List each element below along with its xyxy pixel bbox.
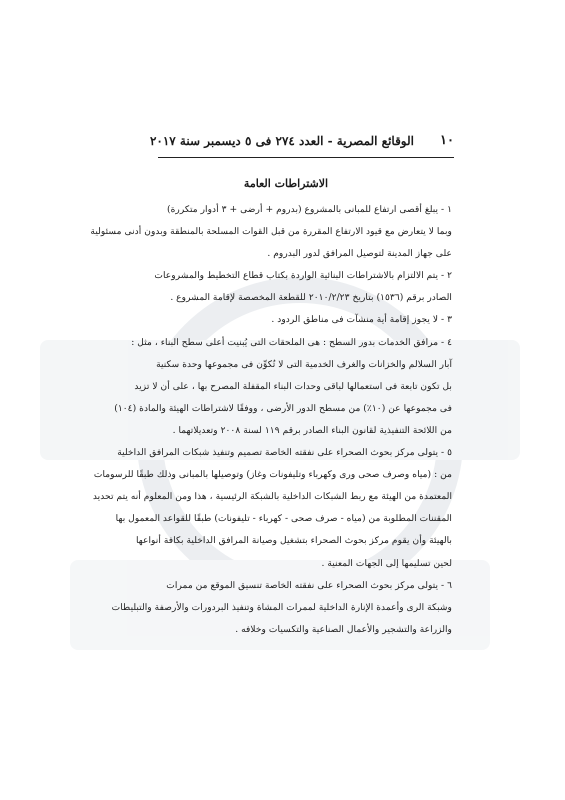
- section-title: الاشتراطات العامة: [243, 177, 329, 190]
- clause-line: ٤ - مرافق الخدمات بدور السطح : هى الملحقات التى يُبنيت أعلى سطح البناء ، مثل :: [131, 336, 452, 348]
- clause-line: الصادر برقم (١٥٣٦) بتاريخ ٢٠١٠/٢/٢٣ للقطعة المخصصة لإقامة المشروع .: [170, 292, 452, 304]
- clause-6: [111, 575, 452, 641]
- page-header: [149, 133, 454, 155]
- clause-line: فى مجموعها عن (١٠٪) من مسطح الدور الأرضى ، ووفقًا لاشتراطات الهيئة والمادة (١٠٤): [114, 402, 452, 414]
- clause-line: ٦ - يتولى مركز بحوث الصحراء على نفقته الخاصة تنسيق الموقع من ممرات: [166, 579, 452, 591]
- clause-line: لحين تسليمها إلى الجهات المعنية .: [321, 557, 452, 569]
- clause-line: وبما لا يتعارض مع قيود الارتفاع المقررة من قبل القوات المسلحة بالمنطقة وبدون أدنى مسئولية: [90, 226, 452, 238]
- clause-line: ١ - يبلغ أقصى ارتفاع للمبانى بالمشروع (بدروم + أرضى + ٣ أدوار متكررة): [167, 204, 452, 215]
- clause-line: ٢ - يتم الالتزام بالاشتراطات البنائية الواردة بكتاب قطاع التخطيط والمشروعات: [154, 270, 452, 282]
- clause-line: ٣ - لا يجوز إقامة أية منشآت فى مناطق الردود .: [271, 314, 452, 326]
- clause-line: المعتمدة من الهيئة مع ربط الشبكات الداخلية بالشبكة الرئيسية ، هذا ومن المعلوم أنه يتم تحديد: [92, 491, 452, 503]
- clause-5: [92, 442, 452, 575]
- page-number: ١٠: [440, 133, 454, 148]
- clause-line: ٥ - يتولى مركز بحوث الصحراء على نفقته الخاصة تصميم وتنفيذ شبكات المرافق الداخلية: [117, 447, 452, 459]
- clause-3: [122, 309, 452, 331]
- gazette-header-title: الوقائع المصرية - العدد ٢٧٤ فى ٥ ديسمبر سنة ٢٠١٧: [149, 134, 414, 148]
- clause-line: والزراعة والتشجير والأعمال الصناعية والتكسيات وخلافه .: [235, 623, 452, 635]
- clause-line: من اللائحة التنفيذية لقانون البناء الصادر برقم ١١٩ لسنة ٢٠٠٨ وتعديلاتهما .: [172, 424, 452, 436]
- clause-line: بالهيئة وأن يقوم مركز بحوث الصحراء بتشغيل وصيانة المرافق الداخلية بكافة أنواعها: [135, 535, 452, 547]
- header-divider: [158, 157, 454, 158]
- clause-line: من : (مياه وصرف صحى ورى وكهرباء وتليفونات وغاز) وتوصيلها بالمبانى وذلك طبقًا للرسومات: [93, 469, 452, 481]
- clauses-body: [90, 199, 452, 641]
- clause-2: [122, 265, 452, 309]
- clause-line: المقننات المطلوبة من (مياه - صرف صحى - كهرباء - تليفونات) طبقًا للقواعد المعمول بها: [115, 513, 452, 525]
- clause-line: وشبكة الرى وأعمدة الإنارة الداخلية لممرات المشاة وتنفيذ البردورات والأرصفة والتبليطات: [111, 601, 452, 613]
- clause-1: [90, 199, 452, 265]
- clause-line: على جهاز المدينة لتوصيل المرافق لدور البدروم .: [267, 248, 452, 260]
- clause-4: [114, 332, 452, 442]
- clause-line: آبار السلالم والخزانات والغرف الخدمية التى لا تُكوِّن فى مجموعها وحدة سكنية: [156, 358, 452, 370]
- clause-line: بل تكون تابعة فى استعمالها لباقى وحدات البناء المقفلة المصرح بها ، على أن لا تزيد: [134, 380, 452, 392]
